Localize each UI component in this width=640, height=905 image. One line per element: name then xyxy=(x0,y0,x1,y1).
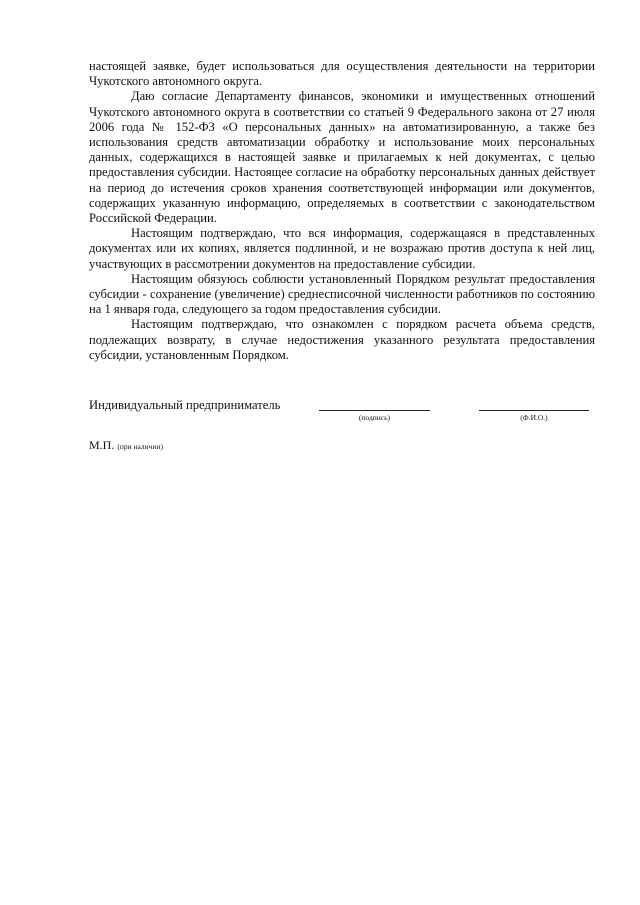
stamp-label: М.П. xyxy=(89,438,115,452)
paragraph-result-obligation: Настоящим обязуюсь соблюсти установленный Порядком результат предоставления субсидии - сохранение (увеличение) среднесписочной численности работников по состоянию на 1 января года, следующего за годом предоставления субсидии. xyxy=(89,271,595,317)
full-name-line xyxy=(479,410,589,411)
paragraph-information-authenticity: Настоящим подтверждаю, что вся информация, содержащаяся в представленных документах или их копиях, является подлинной, и не возражаю против доступа к ней лиц, участвующих в рассмотрении документов на предоставление субсидии. xyxy=(89,226,595,271)
full-name-caption: (Ф.И.О.) xyxy=(520,413,548,422)
stamp-note: (при наличии) xyxy=(117,442,163,451)
paragraph-continuation: настоящей заявке, будет использоваться для осуществления деятельности на территории Чукотского автономного округа. xyxy=(89,59,595,89)
signature-line xyxy=(319,410,430,411)
paragraph-consent-personal-data: Даю согласие Департаменту финансов, экономики и имущественных отношений Чукотского автономного округа в соответствии со статьей 9 Федерального закона от 27 июля 2006 года № 152-ФЗ «О персональных данных» на автоматизированную, а также без использования средств автоматизации обработку и использование моих персональных данных, содержащихся в настоящей заявке и прилагаемых к ней документах, с целью предоставления субсидии. Настоящее согласие на обработку персональных данных действует на период до истечения сроков хранения соответствующей информации или документов, содержащих указанную информацию, определяемых в соответствии с законодательством Российской Федерации. xyxy=(89,89,595,226)
stamp-place xyxy=(89,438,163,453)
signature-block xyxy=(89,398,595,428)
full-name-field[interactable] xyxy=(479,410,589,428)
signature-label: Индивидуальный предприниматель xyxy=(89,398,281,412)
paragraph-refund-acknowledgement: Настоящим подтверждаю, что ознакомлен с порядком расчета объема средств, подлежащих возврату, в случае недостижения указанного результата предоставления субсидии, установленным Порядком. xyxy=(89,317,595,362)
document-body xyxy=(89,59,595,363)
signature-field[interactable] xyxy=(319,410,430,428)
signature-caption: (подпись) xyxy=(358,413,391,422)
